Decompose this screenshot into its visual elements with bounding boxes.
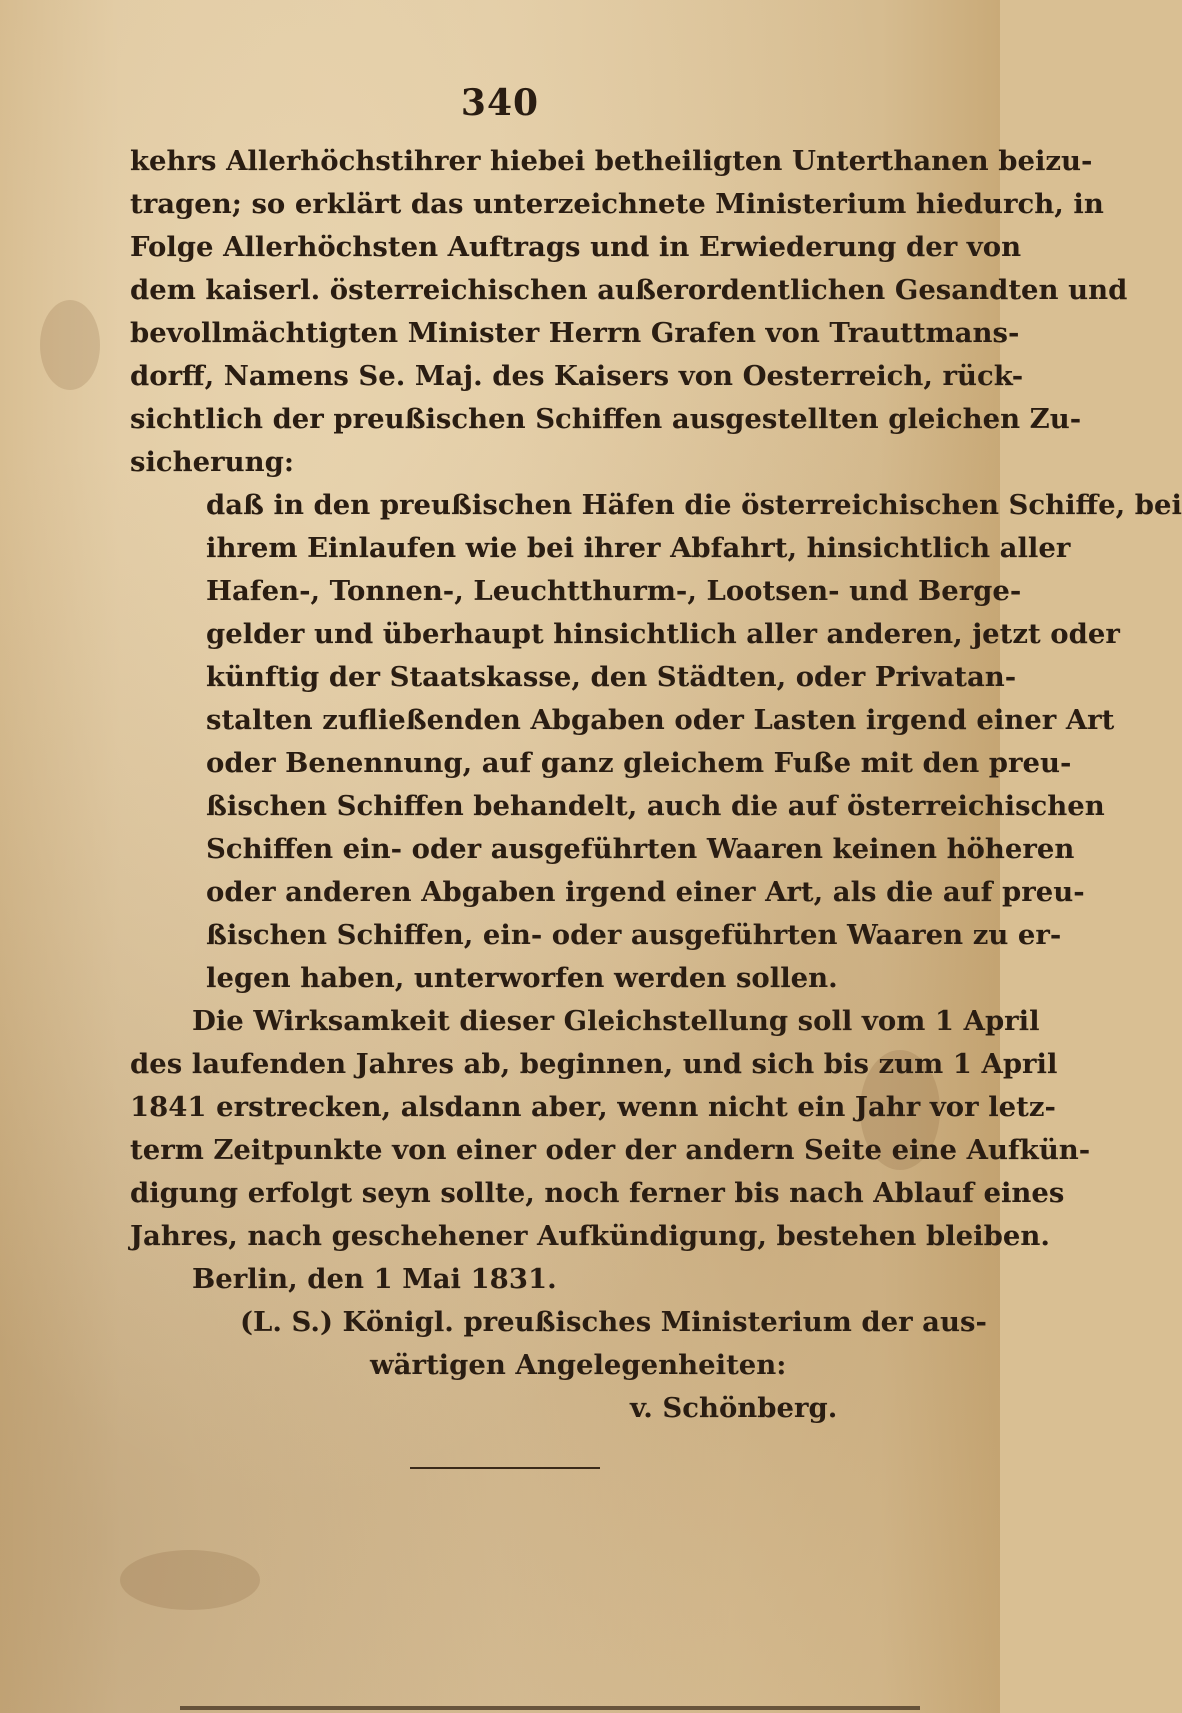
text-line: (L. S.) Königl. preußisches Ministerium der aus- xyxy=(240,1306,987,1338)
text-line: bevollmächtigten Minister Herrn Grafen von Trauttmans- xyxy=(130,317,1020,349)
text-line: dorff, Namens Se. Maj. des Kaisers von Oesterreich, rück- xyxy=(130,360,1024,392)
text-line: sichtlich der preußischen Schiffen ausgestellten gleichen Zu- xyxy=(130,403,1082,435)
text-line: oder anderen Abgaben irgend einer Art, als die auf preu- xyxy=(206,876,1085,908)
text-line: legen haben, unterworfen werden sollen. xyxy=(206,962,838,994)
text-line: ßischen Schiffen, ein- oder ausgeführten Waaren zu er- xyxy=(206,919,1062,951)
text-line: künftig der Staatskasse, den Städten, oder Privatan- xyxy=(206,661,1017,693)
text-line: Berlin, den 1 Mai 1831. xyxy=(192,1263,557,1295)
text-line: stalten zufließenden Abgaben oder Lasten irgend einer Art xyxy=(206,704,1115,736)
text-line: oder Benennung, auf ganz gleichem Fuße mit den preu- xyxy=(206,747,1072,779)
text-line: kehrs Allerhöchstihrer hiebei betheiligten Unterthanen beizu- xyxy=(130,145,1093,177)
text-line: Schiffen ein- oder ausgeführten Waaren keinen höheren xyxy=(206,833,1075,865)
text-line: daß in den preußischen Häfen die österreichischen Schiffe, bei xyxy=(206,489,1182,521)
text-line: des laufenden Jahres ab, beginnen, und sich bis zum 1 April xyxy=(130,1048,1058,1080)
text-line: Folge Allerhöchsten Auftrags und in Erwiederung der von xyxy=(130,231,1022,263)
text-line: wärtigen Angelegenheiten: xyxy=(370,1349,787,1381)
document-body xyxy=(130,140,1182,1430)
text-line: Die Wirksamkeit dieser Gleichstellung soll vom 1 April xyxy=(192,1005,1040,1037)
text-line: sicherung: xyxy=(130,446,295,478)
text-line: 1841 erstrecken, alsdann aber, wenn nicht ein Jahr vor letz- xyxy=(130,1091,1056,1123)
paper-stain xyxy=(40,300,100,390)
text-line: Jahres, nach geschehener Aufkündigung, bestehen bleiben. xyxy=(130,1220,1050,1252)
text-line: term Zeitpunkte von einer oder der andern Seite eine Aufkün- xyxy=(130,1134,1091,1166)
text-line: Hafen-, Tonnen-, Leuchtthurm-, Lootsen- und Berge- xyxy=(206,575,1022,607)
paper-stain xyxy=(120,1550,260,1610)
text-line: dem kaiserl. österreichischen außerordentlichen Gesandten und xyxy=(130,274,1128,306)
text-line: tragen; so erklärt das unterzeichnete Ministerium hiedurch, in xyxy=(130,188,1104,220)
text-line: ßischen Schiffen behandelt, auch die auf österreichischen xyxy=(206,790,1105,822)
text-line: v. Schönberg. xyxy=(630,1392,838,1424)
text-line: ihrem Einlaufen wie bei ihrer Abfahrt, hinsichtlich aller xyxy=(206,532,1071,564)
section-divider xyxy=(410,1467,600,1469)
page-number: 340 xyxy=(460,82,540,124)
page-bottom-edge xyxy=(180,1706,920,1710)
text-line: gelder und überhaupt hinsichtlich aller anderen, jetzt oder xyxy=(206,618,1120,650)
text-line: digung erfolgt seyn sollte, noch ferner bis nach Ablauf eines xyxy=(130,1177,1065,1209)
